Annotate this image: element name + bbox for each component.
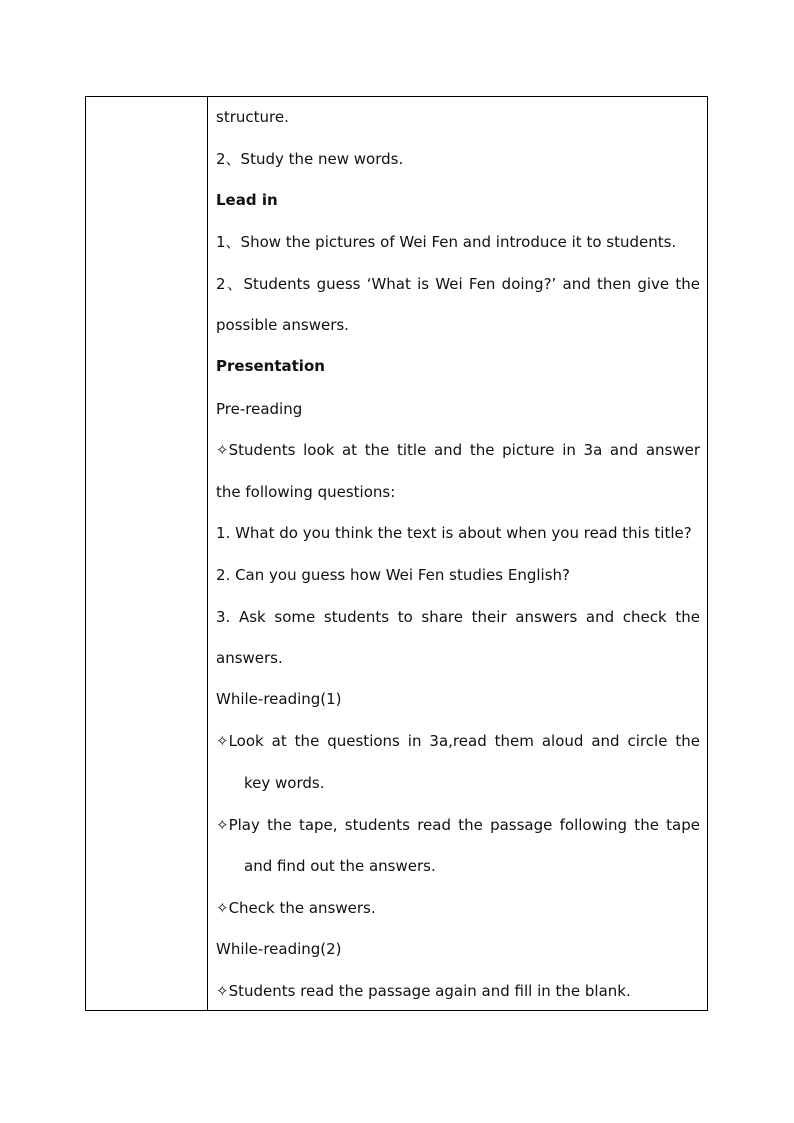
text-line: key words. [244, 774, 325, 792]
text-line: possible answers. [216, 316, 349, 334]
text-line: 2. Can you guess how Wei Fen studies English? [216, 566, 570, 584]
text-line: ✧Check the answers. [216, 899, 376, 917]
text-line: answers. [216, 649, 283, 667]
section-heading-presentation: Presentation [216, 357, 325, 375]
subheading-pre-reading: Pre-reading [216, 400, 303, 418]
text-line: ✧Look at the questions in 3a,read them aloud and circle the [216, 732, 700, 750]
text-line: ✧Play the tape, students read the passage following the tape [216, 816, 700, 834]
text-line: and find out the answers. [244, 857, 436, 875]
text-line: 1. What do you think the text is about when you read this title? [216, 524, 692, 542]
text-line: 3. Ask some students to share their answers and check the [216, 608, 700, 626]
right-column [208, 97, 707, 1010]
text-line: 2、Study the new words. [216, 150, 404, 168]
text-line: 2、Students guess ‘What is Wei Fen doing?’ and then give the [216, 275, 700, 293]
text-line: ✧Students look at the title and the picture in 3a and answer [216, 441, 700, 459]
left-column [86, 97, 208, 1010]
lesson-table [85, 96, 708, 1011]
subheading-while-reading-2: While-reading(2) [216, 940, 342, 958]
subheading-while-reading-1: While-reading(1) [216, 690, 342, 708]
text-line: 1、Show the pictures of Wei Fen and introduce it to students. [216, 233, 677, 251]
section-heading-lead-in: Lead in [216, 191, 278, 209]
text-line: structure. [216, 108, 289, 126]
text-line: ✧Students read the passage again and fill in the blank. [216, 982, 631, 1000]
text-line: the following questions: [216, 483, 396, 501]
